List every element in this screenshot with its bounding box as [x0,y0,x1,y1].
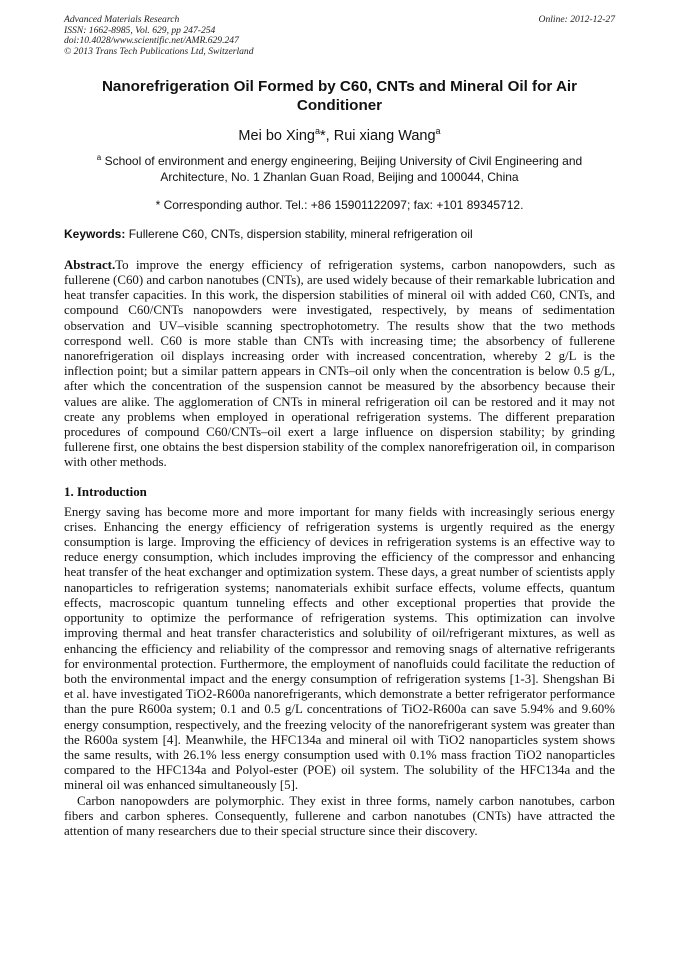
paper-page [64,15,615,839]
body-paragraph: Energy saving has become more and more important for many fields with increasingly serious energy crises. Enhancing the energy efficiency of refrigeration systems is urgently required as the energy consumption is large. Improving the efficiency of devices in refrigeration systems is an effective way to reduce energy consumption, which includes improving the efficiency of the compressor and enhancing heat transfer of the heat exchanger and optimization system. These days, a great number of scientists apply nanoparticles to refrigeration systems; nanomaterials exhibit surface effects, volume effects, quantum effects, macroscopic quantum tunneling effects and other exceptional properties that provide the opportunity to optimize the performance of refrigeration systems. This optimization can involve improving thermal and heat transfer characteristics and solubility of oil/refrigerant mixtures, as well as enhancing the efficiency and reliability of the compressor and removing snags of alternative refrigerants for environmental protection. Furthermore, the employment of nanofluids could facilitate the reduction of both the environmental impact and the energy consumption of refrigeration systems [1-3]. Shengshan Bi et al. have investigated TiO2-R600a nanorefrigerants, which demonstrate a better refrigerator performance than the pure R600a system; 0.1 and 0.5 g/L concentrations of TiO2-R600a can save 5.94% and 9.60% energy consumption, respectively, and the freezing velocity of the nanorefrigerant system was greater than the R600a system [4]. Meanwhile, the HFC134a and mineral oil with TiO2 nanoparticles system shows the same results, with 26.1% less energy consumption used with 0.1% mass fraction TiO2 nanoparticles compared to the HFC134a and Polyol-ester (POE) oil system. The solubility of the HFC134a and the mineral oil was enhanced simultaneously [5]. [64,504,616,793]
keywords-text: Fullerene C60, CNTs, dispersion stability, mineral refrigeration oil [125,226,473,241]
issn-line: ISSN: 1662-8985, Vol. 629, pp 247-254 [64,24,216,36]
section-heading: 1. Introduction [64,484,147,499]
body-paragraph: Carbon nanopowders are polymorphic. They exist in three forms, namely carbon nanotubes, carbon fibers and carbon spheres. Consequently, fullerene and carbon nanotubes (CNTs) have attracted the attention of many researchers due to their special structure since their discovery. [64,793,615,838]
author-name: Rui xiang Wang [333,127,436,144]
author-affiliation-mark: a [315,126,321,136]
author-name: Mei bo Xing [238,127,315,144]
corresponding-author: * Corresponding author. Tel.: +86 15901122097; fax: +101 89345712. [155,197,524,212]
abstract [64,258,615,471]
author-affiliation-mark: a [435,126,441,136]
paper-title: Nanorefrigeration Oil Formed by C60, CNTs and Mineral Oil for Air Conditioner [101,78,578,114]
affiliation [64,150,615,185]
affiliation-text: School of environment and energy engineering, Beijing University of Civil Engineering and Architecture, No. 1 Zhanlan Guan Road, Beijing and 100044, China [101,153,583,184]
corresponding-mark: *, [320,127,334,144]
keywords [64,227,615,241]
journal-header [64,15,615,57]
abstract-text: To improve the energy efficiency of refrigeration systems, carbon nanopowders, such as fullerene (C60) and carbon nanotubes (CNTs), are used widely because of their remarkable lubrication and heat transfer capacities. In this work, the dispersion stabilities of mineral oil with added C60, CNTs, and compound C60/CNTs nanopowders were investigated, respectively, by means of sedimentation observation and UV–visible scanning spectrophotometry. The results show that the two methods correspond well. C60 is more stable than CNTs with increasing time; the absorbency of fullerene nanorefrigeration oil displays increasing order with increased concentration, whereby 2 g/L is the inflection point; but a similar pattern appears in CNTs–oil only when the concentration is below 0.5 g/L, after which the concentration of the suspension cannot be measured by the absorbency because their values are alike. The agglomeration of CNTs in mineral refrigeration oil can be restored and it may not create any problems when employed in operational refrigeration systems. The different preparation procedures of compound C60/CNTs–oil exert a large influence on dispersion stability; by grinding fullerene first, one obtains the best dispersion stability of the complex nanorefrigeration oil, in comparison with other methods. [64,257,615,470]
affiliation-mark: a [96,152,102,162]
copyright-line: © 2013 Trans Tech Publications Ltd, Switzerland [64,45,254,57]
abstract-label: Abstract. [64,257,116,272]
keywords-label: Keywords: [64,226,126,241]
journal-name: Advanced Materials Research [64,14,180,25]
author-list [64,126,615,144]
doi-line: doi:10.4028/www.scientific.net/AMR.629.247 [64,35,239,46]
online-date: Online: 2012-12-27 [538,14,615,25]
